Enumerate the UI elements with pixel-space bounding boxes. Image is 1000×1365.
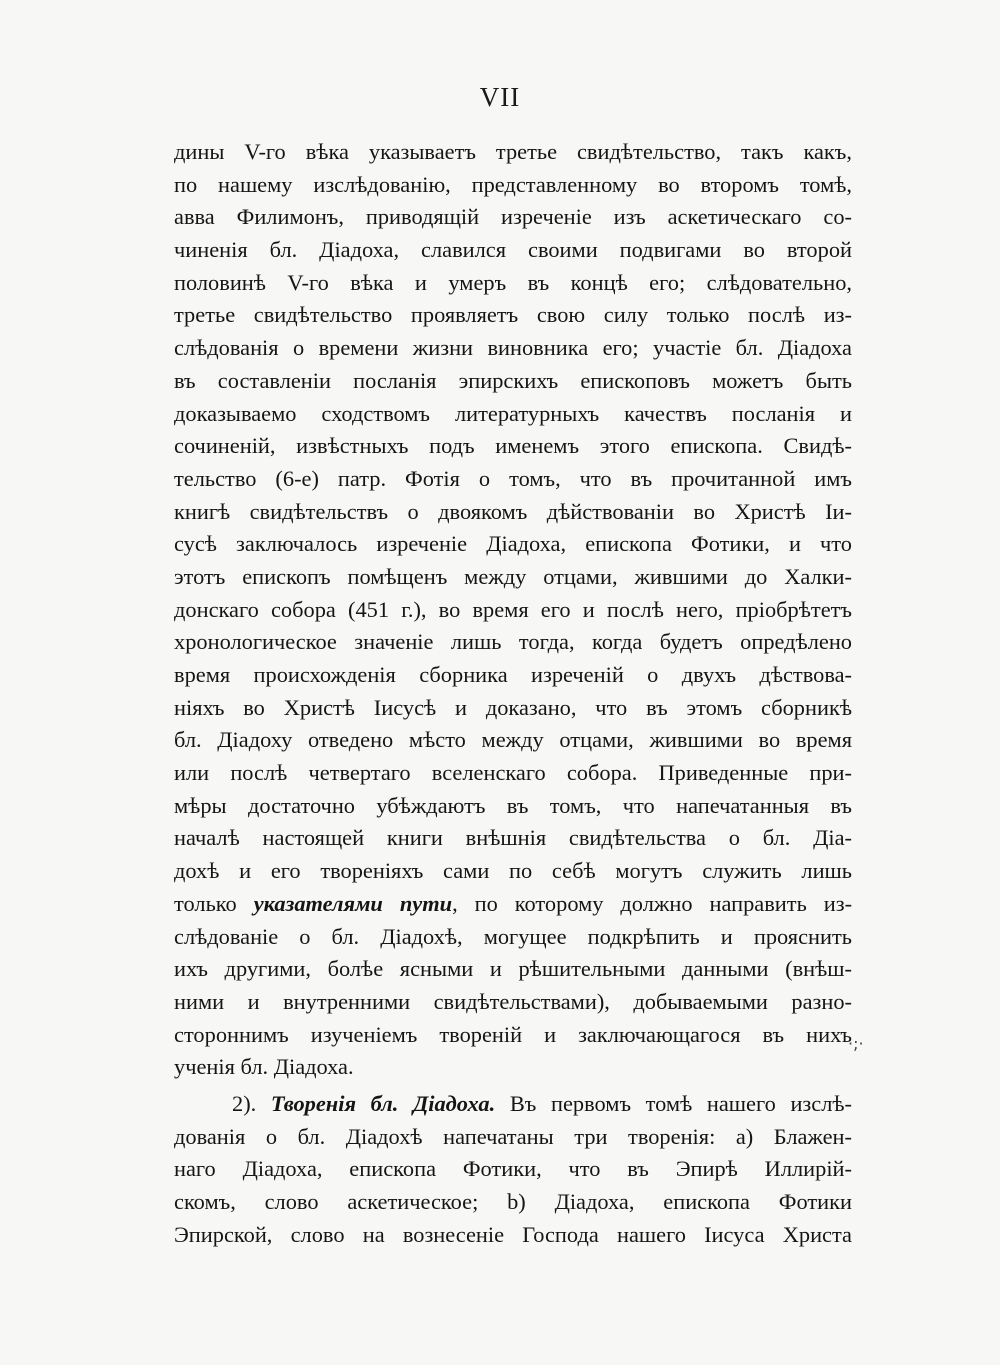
body-text <box>174 136 852 1251</box>
text-line: ніяхъ во Христѣ Іисусѣ и доказано, что въ этомъ сборникѣ <box>174 694 852 720</box>
text-line: чиненія бл. Діадоха, славился своими подвигами во второй <box>174 237 852 263</box>
text-line: донскаго собора (451 г.), во время его и послѣ него, пріобрѣтетъ <box>174 596 852 622</box>
text-line: ними и внутренними свидѣтельствами), добываемыми разно- <box>174 988 852 1014</box>
text-line: дохѣ и его твореніяхъ сами по себѣ могутъ служить лишь <box>174 858 852 884</box>
text-line: или послѣ четвертаго вселенскаго собора. Приведенные при- <box>174 760 852 786</box>
text-line: ученія бл. Діадоха. <box>174 1054 354 1080</box>
section-number: 2). <box>232 1090 271 1116</box>
text-line: стороннимъ изученіемъ твореній и заключающагося въ нихъ <box>174 1021 852 1047</box>
page-number: VII <box>479 82 521 112</box>
text-line: третье свидѣтельство проявляетъ свою силу только послѣ из- <box>174 302 852 328</box>
text-line: доказываемо сходствомъ литературныхъ качествъ посланія и <box>174 400 852 426</box>
text-line: скомъ, слово аскетическое; b) Діадоха, епископа Фотики <box>174 1189 852 1214</box>
text-line: сусѣ заключалось изреченіе Діадоха, епископа Фотики, и что <box>174 531 852 557</box>
text-line: книгѣ свидѣтельствъ о двоякомъ дѣйствованіи во Христѣ Іи- <box>174 498 852 524</box>
text-line: время происхожденія сборника изреченій о двухъ дѣствова- <box>174 662 852 687</box>
text-line: этотъ епископъ помѣщенъ между отцами, жившими до Халки- <box>174 563 852 589</box>
text-line: половинѣ V-го вѣка и умеръ въ концѣ его; слѣдовательно, <box>174 269 852 295</box>
text-line: дины V-го вѣка указываетъ третье свидѣтельство, такъ какъ, <box>174 139 852 164</box>
text-line: слѣдованія о времени жизни виновника его; участіе бл. Діадоха <box>174 335 852 361</box>
text-line: тельство (6-е) патр. Фотія о томъ, что въ прочитанной имъ <box>174 465 852 491</box>
text-line: сочиненій, извѣстныхъ подъ именемъ этого епископа. Свидѣ- <box>174 433 852 459</box>
text-line: Эпирской, слово на вознесеніе Господа нашего Іисуса Христа <box>174 1221 852 1247</box>
text-line: наго Діадоха, епископа Фотики, что въ Эпирѣ Иллирій- <box>174 1156 852 1182</box>
paragraph-heading-line <box>174 1088 852 1121</box>
text-line: ихъ другими, болѣе ясными и рѣшительными данными (внѣш- <box>174 956 852 982</box>
text-segment: Въ первомъ томѣ нашего изслѣ- <box>495 1090 852 1116</box>
text-line: началѣ настоящей книги внѣшнія свидѣтельства о бл. Діа- <box>174 825 852 851</box>
text-line: хронологическое значеніе лишь тогда, когда будетъ опредѣлено <box>174 629 852 655</box>
margin-mark: ·;· <box>848 1034 864 1053</box>
text-line: мѣры достаточно убѣждаютъ въ томъ, что напечатанныя въ <box>174 792 852 818</box>
text-line: бл. Діадоху отведено мѣсто между отцами, жившими во время <box>174 727 852 753</box>
text-line: въ составленіи посланія эпирскихъ епископовъ можетъ быть <box>174 367 852 393</box>
text-line: авва Филимонъ, приводящій изреченіе изъ аскетическаго со- <box>174 204 852 230</box>
text-line <box>174 888 852 921</box>
text-line: дованія о бл. Діадохѣ напечатаны три творенія: a) Блажен- <box>174 1123 852 1149</box>
text-segment: только <box>174 890 254 916</box>
emphasis-text: указателями пути <box>253 890 453 916</box>
text-segment: , по которому должно направить из- <box>452 890 853 916</box>
section-title: Творенія бл. Діадоха. <box>270 1090 496 1116</box>
text-line: по нашему изслѣдованію, представленному во второмъ томѣ, <box>174 171 852 197</box>
text-line: слѣдованіе о бл. Діадохѣ, могущее подкрѣпить и прояснить <box>174 923 852 949</box>
